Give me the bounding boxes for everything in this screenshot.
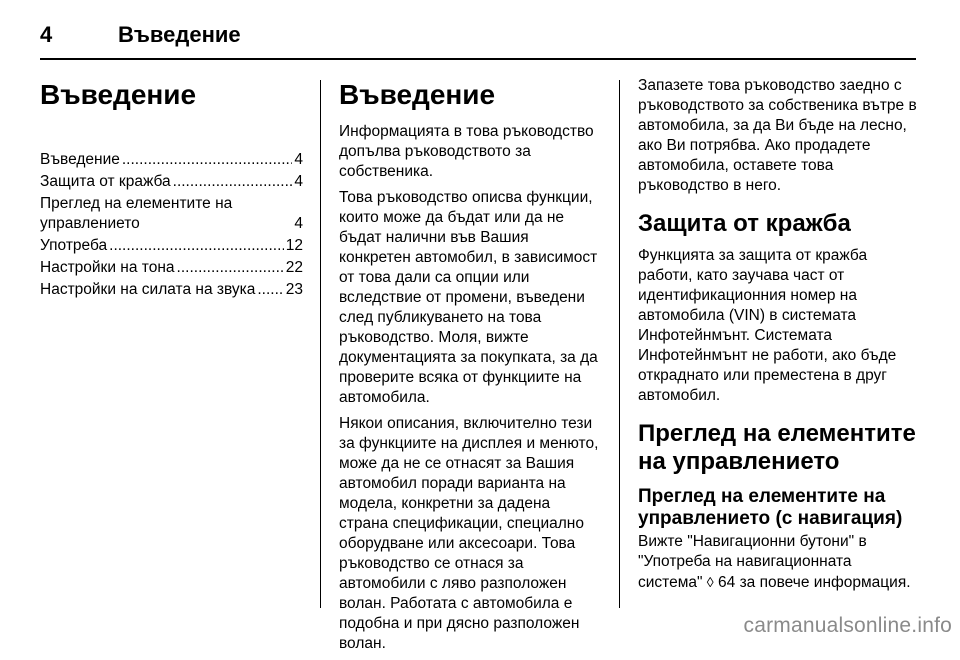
toc-entry-text: Защита от кражба	[40, 173, 171, 190]
controls-overview-heading: Преглед на елементите на управлението	[638, 420, 916, 475]
toc-entry[interactable]	[40, 194, 303, 234]
right-column	[638, 70, 918, 599]
toc-entry[interactable]	[40, 236, 303, 256]
toc-column	[40, 70, 303, 302]
controls-nav-text	[638, 532, 918, 593]
toc-entry-page: 12	[285, 237, 303, 254]
toc-leader	[177, 258, 284, 278]
toc-entry-page: 4	[294, 173, 303, 190]
toc-leader	[173, 172, 293, 192]
toc-entry[interactable]	[40, 150, 303, 170]
toc-entry-page: 4	[294, 215, 303, 232]
header-rule	[40, 58, 916, 60]
page-number: 4	[40, 22, 53, 47]
toc-entry[interactable]	[40, 258, 303, 278]
toc-entry-page: 23	[285, 281, 303, 298]
toc-leader	[109, 236, 284, 256]
watermark: carmanualsonline.info	[743, 614, 952, 637]
intro-paragraph: Някои описания, включително тези за функциите на дисплея и менюто, може да не се отнасят за Вашия автомобил поради варианта на модела, конкретни за дадена страна спецификации, специално оборудване или аксесоари. Това ръководство се отнася за автомобили с ляво разположен волан. Работата с автомобила е подобна и при дясно разположен волан.	[339, 415, 599, 652]
keep-manual-paragraph: Запазете това ръководство заедно с ръководството за собственика вътре в автомобила, за да Ви бъде на лесно, ако Ви потрябва. Ако продадете автомобила, оставете това ръководство в него.	[638, 77, 917, 194]
toc-entry-text: Въведение	[40, 151, 120, 168]
toc-list	[40, 150, 303, 300]
theft-protection-text: Функцията за защита от кражба работи, като заучава част от идентификационния номер на автомобила (VIN) в системата Инфотейнмънт. Системата Инфотейнмънт не работи, ако бъде откраднато или преместена в друг автомобил.	[638, 247, 897, 404]
toc-entry[interactable]	[40, 172, 303, 192]
intro-paragraph: Това ръководство описва функции, които може да бъдат или да не бъдат налични във Вашия конкретен автомобил, в зависимост от това дали са опции или вследствие от промени, въведени след публикуването на това ръководство. Моля, вижте документацията за покупката, за да проверите всяка от функциите на автомобила.	[339, 189, 598, 406]
running-header-title: Въведение	[118, 22, 241, 47]
column-divider-left	[320, 80, 321, 608]
toc-entry-text: Преглед на елементите на управлението	[40, 195, 233, 232]
toc-entry-text: Настройки на тона	[40, 259, 175, 276]
nav-text-after: 64 за повече информация.	[718, 574, 911, 591]
toc-leader	[122, 150, 293, 170]
toc-entry-page: 4	[294, 151, 303, 168]
intro-paragraph: Информацията в това ръководство допълва ръководството за собственика.	[339, 123, 594, 180]
toc-entry[interactable]	[40, 280, 303, 300]
intro-heading: Въведение	[339, 79, 496, 110]
toc-entry-page: 22	[285, 259, 303, 276]
page-reference-icon: ◊	[706, 574, 714, 590]
column-divider-right	[619, 80, 620, 608]
toc-heading: Въведение	[40, 79, 197, 110]
toc-entry-text: Настройки на силата на звука	[40, 281, 256, 298]
intro-column	[339, 70, 602, 660]
nav-text-before: Вижте "Навигационни бутони" в "Употреба на навигационната система"	[638, 533, 867, 591]
theft-protection-heading: Защита от кражба	[638, 210, 851, 237]
toc-entry-text: Употреба	[40, 237, 108, 254]
controls-nav-heading: Преглед на елементите на управлението (с навигация)	[638, 486, 903, 529]
toc-leader	[257, 280, 283, 300]
